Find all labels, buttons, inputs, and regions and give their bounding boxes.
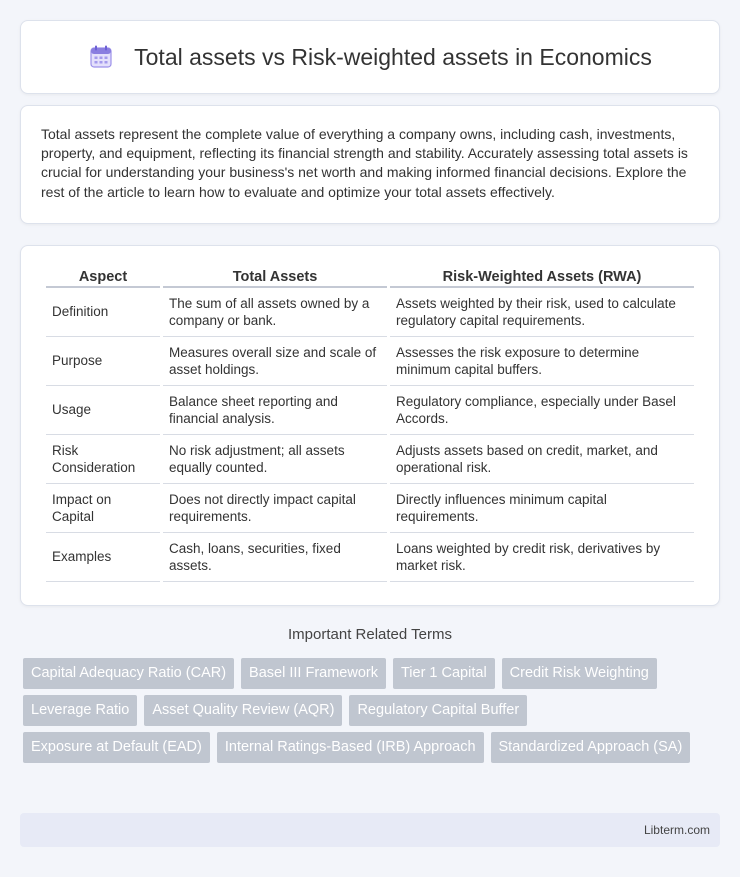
table-row [46, 386, 694, 435]
table-cell-aspect: Examples [46, 533, 160, 582]
related-terms-title: Important Related Terms [288, 626, 452, 643]
header-total-assets: Total Assets [163, 266, 387, 288]
comparison-table-card [20, 245, 720, 606]
footer [20, 813, 720, 847]
intro-paragraph: Total assets represent the complete value of everything a company owns, including cash, investments, property, and equipment, reflecting its financial strength and stability. Accurately assessing total assets is crucial for understanding your business's net worth and making informed financial decisions. Explore the rest of the article to learn how to evaluate and optimize your total assets effectively. [41, 126, 688, 200]
table-row [46, 484, 694, 533]
table-cell-rwa: Assets weighted by their risk, used to calculate regulatory capital requirements. [390, 288, 694, 337]
related-term-tag[interactable]: Capital Adequacy Ratio (CAR) [23, 658, 234, 689]
table-cell-total-assets: No risk adjustment; all assets equally counted. [163, 435, 387, 484]
table-row [46, 533, 694, 582]
table-cell-rwa: Assesses the risk exposure to determine minimum capital buffers. [390, 337, 694, 386]
header-aspect: Aspect [46, 266, 160, 288]
intro-card [20, 105, 720, 224]
table-cell-aspect: Purpose [46, 337, 160, 386]
table-cell-total-assets: Balance sheet reporting and financial analysis. [163, 386, 387, 435]
page-title: Total assets vs Risk-weighted assets in Economics [134, 43, 652, 70]
related-terms-list [23, 658, 723, 769]
table-cell-total-assets: Measures overall size and scale of asset holdings. [163, 337, 387, 386]
table-cell-total-assets: Cash, loans, securities, fixed assets. [163, 533, 387, 582]
related-term-tag[interactable]: Regulatory Capital Buffer [349, 695, 527, 726]
related-term-tag[interactable]: Leverage Ratio [23, 695, 137, 726]
table-cell-aspect: Risk Consideration [46, 435, 160, 484]
table-cell-aspect: Impact on Capital [46, 484, 160, 533]
table-cell-total-assets: The sum of all assets owned by a company or bank. [163, 288, 387, 337]
table-cell-rwa: Adjusts assets based on credit, market, and operational risk. [390, 435, 694, 484]
calendar-icon [88, 44, 114, 70]
related-term-tag[interactable]: Exposure at Default (EAD) [23, 732, 210, 763]
table-cell-aspect: Usage [46, 386, 160, 435]
footer-brand-link[interactable]: Libterm.com [643, 823, 710, 837]
related-term-tag[interactable]: Standardized Approach (SA) [491, 732, 691, 763]
table-cell-aspect: Definition [46, 288, 160, 337]
related-term-tag[interactable]: Asset Quality Review (AQR) [144, 695, 342, 726]
table-header-row [46, 266, 694, 288]
header-card [20, 20, 720, 94]
table-cell-rwa: Directly influences minimum capital requirements. [390, 484, 694, 533]
table-row [46, 288, 694, 337]
table-row [46, 337, 694, 386]
table-cell-total-assets: Does not directly impact capital requirements. [163, 484, 387, 533]
related-term-tag[interactable]: Basel III Framework [241, 658, 386, 689]
comparison-table [43, 266, 697, 582]
table-cell-rwa: Loans weighted by credit risk, derivatives by market risk. [390, 533, 694, 582]
related-term-tag[interactable]: Internal Ratings-Based (IRB) Approach [217, 732, 484, 763]
related-term-tag[interactable]: Tier 1 Capital [393, 658, 495, 689]
related-term-tag[interactable]: Credit Risk Weighting [502, 658, 657, 689]
table-cell-rwa: Regulatory compliance, especially under Basel Accords. [390, 386, 694, 435]
header-rwa: Risk-Weighted Assets (RWA) [390, 266, 694, 288]
table-row [46, 435, 694, 484]
